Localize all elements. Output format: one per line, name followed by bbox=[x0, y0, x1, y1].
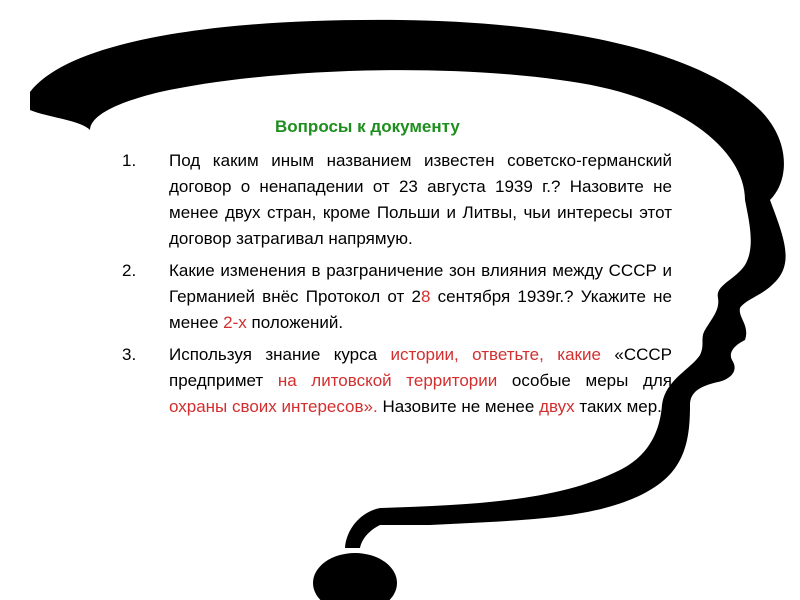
question-text: Под каким иным названием известен советско-германский договор о ненападении от 23 августа 1939 г.? Назовите не менее двух стран, кроме Польши и Литвы, чьи интересы этот договор затрагивал напрямую. bbox=[169, 151, 672, 248]
question-number: 3. bbox=[122, 345, 137, 364]
question-text-part: положений. bbox=[251, 313, 344, 332]
question-text bbox=[169, 342, 672, 420]
question-number: 1. bbox=[122, 151, 137, 170]
question-text-part: «СССР предпримет bbox=[169, 345, 672, 390]
question-item-3 bbox=[122, 342, 672, 420]
question-text-part-red: охраны своих интересов». bbox=[169, 397, 378, 416]
question-text-part-red: 2-х bbox=[223, 313, 247, 332]
question-item-1 bbox=[122, 148, 672, 252]
question-number: 2. bbox=[122, 261, 137, 280]
question-text-part-red: истории, ответьте, какие bbox=[390, 345, 601, 364]
slide-title: Вопросы к документу bbox=[275, 117, 460, 136]
question-text-part: Используя знание курса bbox=[169, 345, 391, 364]
question-text-part: сентября 1939г.? Укажите не менее bbox=[169, 287, 672, 332]
question-text-part-red: двух bbox=[539, 397, 575, 416]
question-text-part: Какие изменения в разграничение зон влияния между СССР и Германией внёс Протокол от 2 bbox=[169, 261, 672, 306]
questions-list bbox=[122, 148, 672, 426]
silhouette-dot bbox=[313, 553, 397, 600]
question-text-part-red: на литовской территории bbox=[277, 371, 498, 390]
question-text-part: Назовите не менее bbox=[377, 397, 540, 416]
question-text-part: особые меры для bbox=[497, 371, 672, 390]
question-text bbox=[169, 258, 672, 336]
question-text-part: таких мер. bbox=[574, 397, 662, 416]
question-text-part-red: 8 bbox=[420, 287, 431, 306]
question-item-2 bbox=[122, 258, 672, 336]
silhouette-hook bbox=[345, 508, 380, 548]
